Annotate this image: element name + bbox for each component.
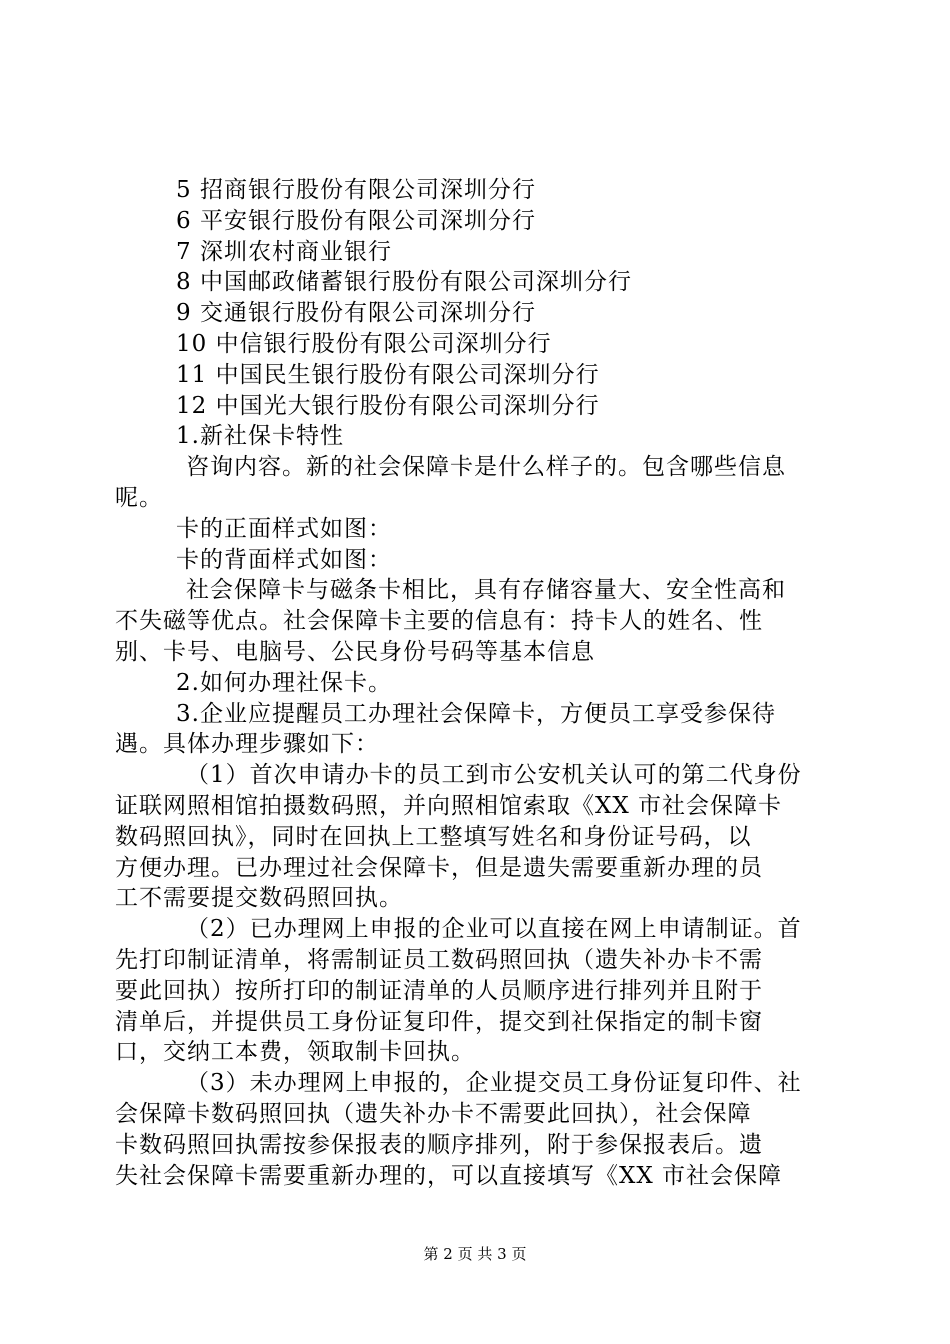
paragraph-line: 呢。 (115, 484, 163, 511)
paragraph-line: （2）已办理网上申报的企业可以直接在网上申请制证。首 (186, 916, 802, 943)
paragraph-line: 别、卡号、电脑号、公民身份号码等基本信息 (115, 638, 595, 665)
paragraph-line: 数码照回执》，同时在回执上工整填写姓名和身份证号码，以 (115, 823, 752, 850)
paragraph-line: 会保障卡数码照回执（遗失补办卡不需要此回执），社会保障 (115, 1100, 752, 1127)
section-heading-apply-card: 2.如何办理社保卡。 (176, 669, 392, 696)
paragraph-line: 卡的正面样式如图： (176, 515, 392, 542)
section-heading-card-features: 1.新社保卡特性 (176, 423, 344, 450)
paragraph-line: （1）首次申请办卡的员工到市公安机关认可的第二代身份 (186, 762, 802, 789)
paragraph-line: 方便办理。已办理过社会保障卡，但是遗失需要重新办理的员 (115, 854, 763, 881)
bank-list-item-10: 10 中信银行股份有限公司深圳分行 (176, 330, 552, 357)
paragraph-line: 工不需要提交数码照回执。 (115, 885, 403, 912)
paragraph-line: 先打印制证清单，将需制证员工数码照回执（遗失补办卡不需 (115, 946, 763, 973)
paragraph-line: 咨询内容。新的社会保障卡是什么样子的。包含哪些信息 (186, 454, 786, 481)
paragraph-line: 不失磁等优点。社会保障卡主要的信息有：持卡人的姓名、性 (115, 608, 763, 635)
paragraph-line: 卡数码照回执需按参保报表的顺序排列，附于参保报表后。遗 (115, 1131, 763, 1158)
document-body (115, 175, 835, 1191)
bank-list-item-12: 12 中国光大银行股份有限公司深圳分行 (176, 392, 600, 419)
bank-list-item-9: 9 交通银行股份有限公司深圳分行 (176, 300, 536, 327)
paragraph-line: 3.企业应提醒员工办理社会保障卡，方便员工享受参保待 (176, 700, 776, 727)
paragraph-line: 清单后，并提供员工身份证复印件，提交到社保指定的制卡窗 (115, 1008, 763, 1035)
paragraph-line: 要此回执）按所打印的制证清单的人员顺序进行排列并且附于 (115, 977, 763, 1004)
paragraph-line: 卡的背面样式如图： (176, 546, 392, 573)
bank-list-item-6: 6 平安银行股份有限公司深圳分行 (176, 207, 536, 234)
paragraph-line: （3）未办理网上申报的，企业提交员工身份证复印件、社 (186, 1070, 802, 1097)
paragraph-line: 失社会保障卡需要重新办理的，可以直接填写《XX 市社会保障 (115, 1162, 783, 1189)
bank-list-item-5: 5 招商银行股份有限公司深圳分行 (176, 177, 536, 203)
bank-list-item-8: 8 中国邮政储蓄银行股份有限公司深圳分行 (176, 269, 632, 296)
paragraph-line: 口，交纳工本费，领取制卡回执。 (115, 1039, 475, 1066)
paragraph-line: 社会保障卡与磁条卡相比，具有存储容量大、安全性高和 (186, 577, 786, 604)
paragraph-line: 证联网照相馆拍摄数码照，并向照相馆索取《XX 市社会保障卡 (115, 792, 783, 819)
page-number-footer: 第 2 页 共 3 页 (423, 1245, 527, 1263)
bank-list-item-7: 7 深圳农村商业银行 (176, 238, 392, 265)
bank-list-item-11: 11 中国民生银行股份有限公司深圳分行 (176, 361, 600, 388)
paragraph-line: 遇。具体办理步骤如下： (115, 731, 379, 758)
